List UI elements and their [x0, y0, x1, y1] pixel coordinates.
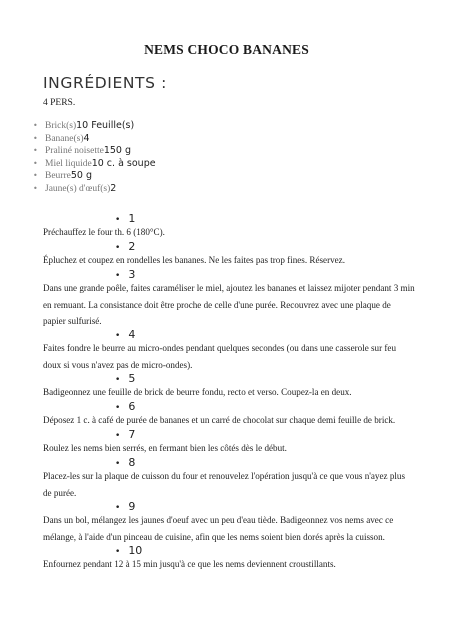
bullet-icon: •: [115, 547, 121, 557]
ingredient-name: Jaune(s) d'œuf(s): [45, 183, 111, 194]
ingredient-name: Brick(s): [45, 121, 77, 131]
step-number-label: 3: [128, 268, 136, 281]
bullet-icon: •: [33, 171, 38, 180]
bullet-icon: •: [33, 183, 38, 193]
bullet-icon: •: [115, 431, 121, 441]
step-number-label: 4: [128, 328, 136, 341]
ingredient-qty: 10 Feuille(s): [76, 120, 135, 131]
ingredient-name-wrapper: [45, 133, 90, 145]
ingredient-name: Praliné noisette: [45, 146, 104, 156]
ingredient-name-wrapper: [45, 120, 134, 132]
ingredient-name-wrapper: [45, 183, 116, 195]
step-text: Déposez 1 c. à café de purée de bananes et un carré de chocolat sur chaque demi feuille de brick.: [43, 415, 396, 425]
bullet-icon: •: [115, 375, 121, 385]
bullet-icon: •: [115, 503, 121, 513]
ingredients-heading: INGRÉDIENTS :: [43, 74, 167, 92]
step-text: Roulez les nems bien serrés, en fermant bien les côtés dès le début.: [43, 443, 287, 453]
bullet-icon: •: [115, 271, 121, 281]
bullet-icon: •: [115, 215, 121, 225]
ingredient-qty: 150 g: [103, 145, 132, 156]
step-number-label: 8: [128, 456, 136, 469]
ingredient-name: Miel liquide: [45, 158, 92, 169]
step-text: Enfournez pendant 12 à 15 min jusqu'à ce que les nems deviennent croustillants.: [43, 559, 336, 569]
ingredient-name-wrapper: [45, 170, 92, 182]
ingredient-name: Banane(s): [45, 133, 84, 144]
step-text: Badigeonnez une feuille de brick de beurre fondu, recto et verso. Coupez-la en deux.: [43, 387, 352, 397]
servings-label: 4 PERS.: [43, 98, 76, 108]
bullet-icon: •: [33, 121, 38, 130]
bullet-icon: •: [33, 158, 38, 168]
step-text: Faites fondre le beurre au micro-ondes pendant quelques secondes (ou dans une casserole sur feu doux si vous n'avez pas de micro-ondes).: [43, 343, 397, 370]
step-text: Préchauffez le four th. 6 (180°C).: [43, 227, 165, 237]
step-number-label: 10: [128, 544, 143, 557]
bullet-icon: •: [115, 459, 121, 469]
ingredient-name: Beurre: [45, 171, 71, 181]
ingredient-name-wrapper: [45, 145, 131, 157]
ingredient-qty: 10 c. à soupe: [91, 157, 156, 169]
step-number-label: 2: [128, 240, 136, 253]
ingredient-name-wrapper: [45, 158, 156, 170]
ingredient-qty: 2: [110, 182, 117, 194]
step-number-label: 7: [128, 428, 136, 441]
bullet-icon: •: [33, 146, 38, 155]
step-text: Dans un bol, mélangez les jaunes d'oeuf avec un peu d'eau tiède. Badigeonnez vos nems avec ce mélange, à l'aide d'un pinceau de cuisine, afin que les nems soient bien dorés après la cuisson.: [43, 515, 394, 542]
ingredient-qty: 4: [83, 132, 90, 144]
step-text: Placez-les sur la plaque de cuisson du four et renouvelez l'opération jusqu'à ce que vous n'ayez plus de purée.: [43, 471, 405, 498]
step-number-label: 5: [128, 372, 136, 385]
step-number-label: 1: [128, 212, 136, 225]
step-text: Épluchez et coupez en rondelles les bananes. Ne les faites pas trop fines. Réservez.: [43, 255, 345, 265]
bullet-icon: •: [115, 243, 121, 253]
bullet-icon: •: [115, 331, 121, 341]
bullet-icon: •: [33, 133, 38, 143]
step-text: Dans une grande poêle, faites caraméliser le miel, ajoutez les bananes et laissez mijoter pendant 3 min en remuant. La consistance doit être proche de celle d'une purée. Recouvrez avec une plaque de papier sulfurisé.: [43, 283, 415, 326]
step-number-label: 6: [128, 400, 136, 413]
recipe-title: NEMS CHOCO BANANES: [144, 42, 309, 57]
ingredient-qty: 50 g: [70, 170, 92, 181]
step-number-label: 9: [128, 500, 136, 513]
bullet-icon: •: [115, 403, 121, 413]
